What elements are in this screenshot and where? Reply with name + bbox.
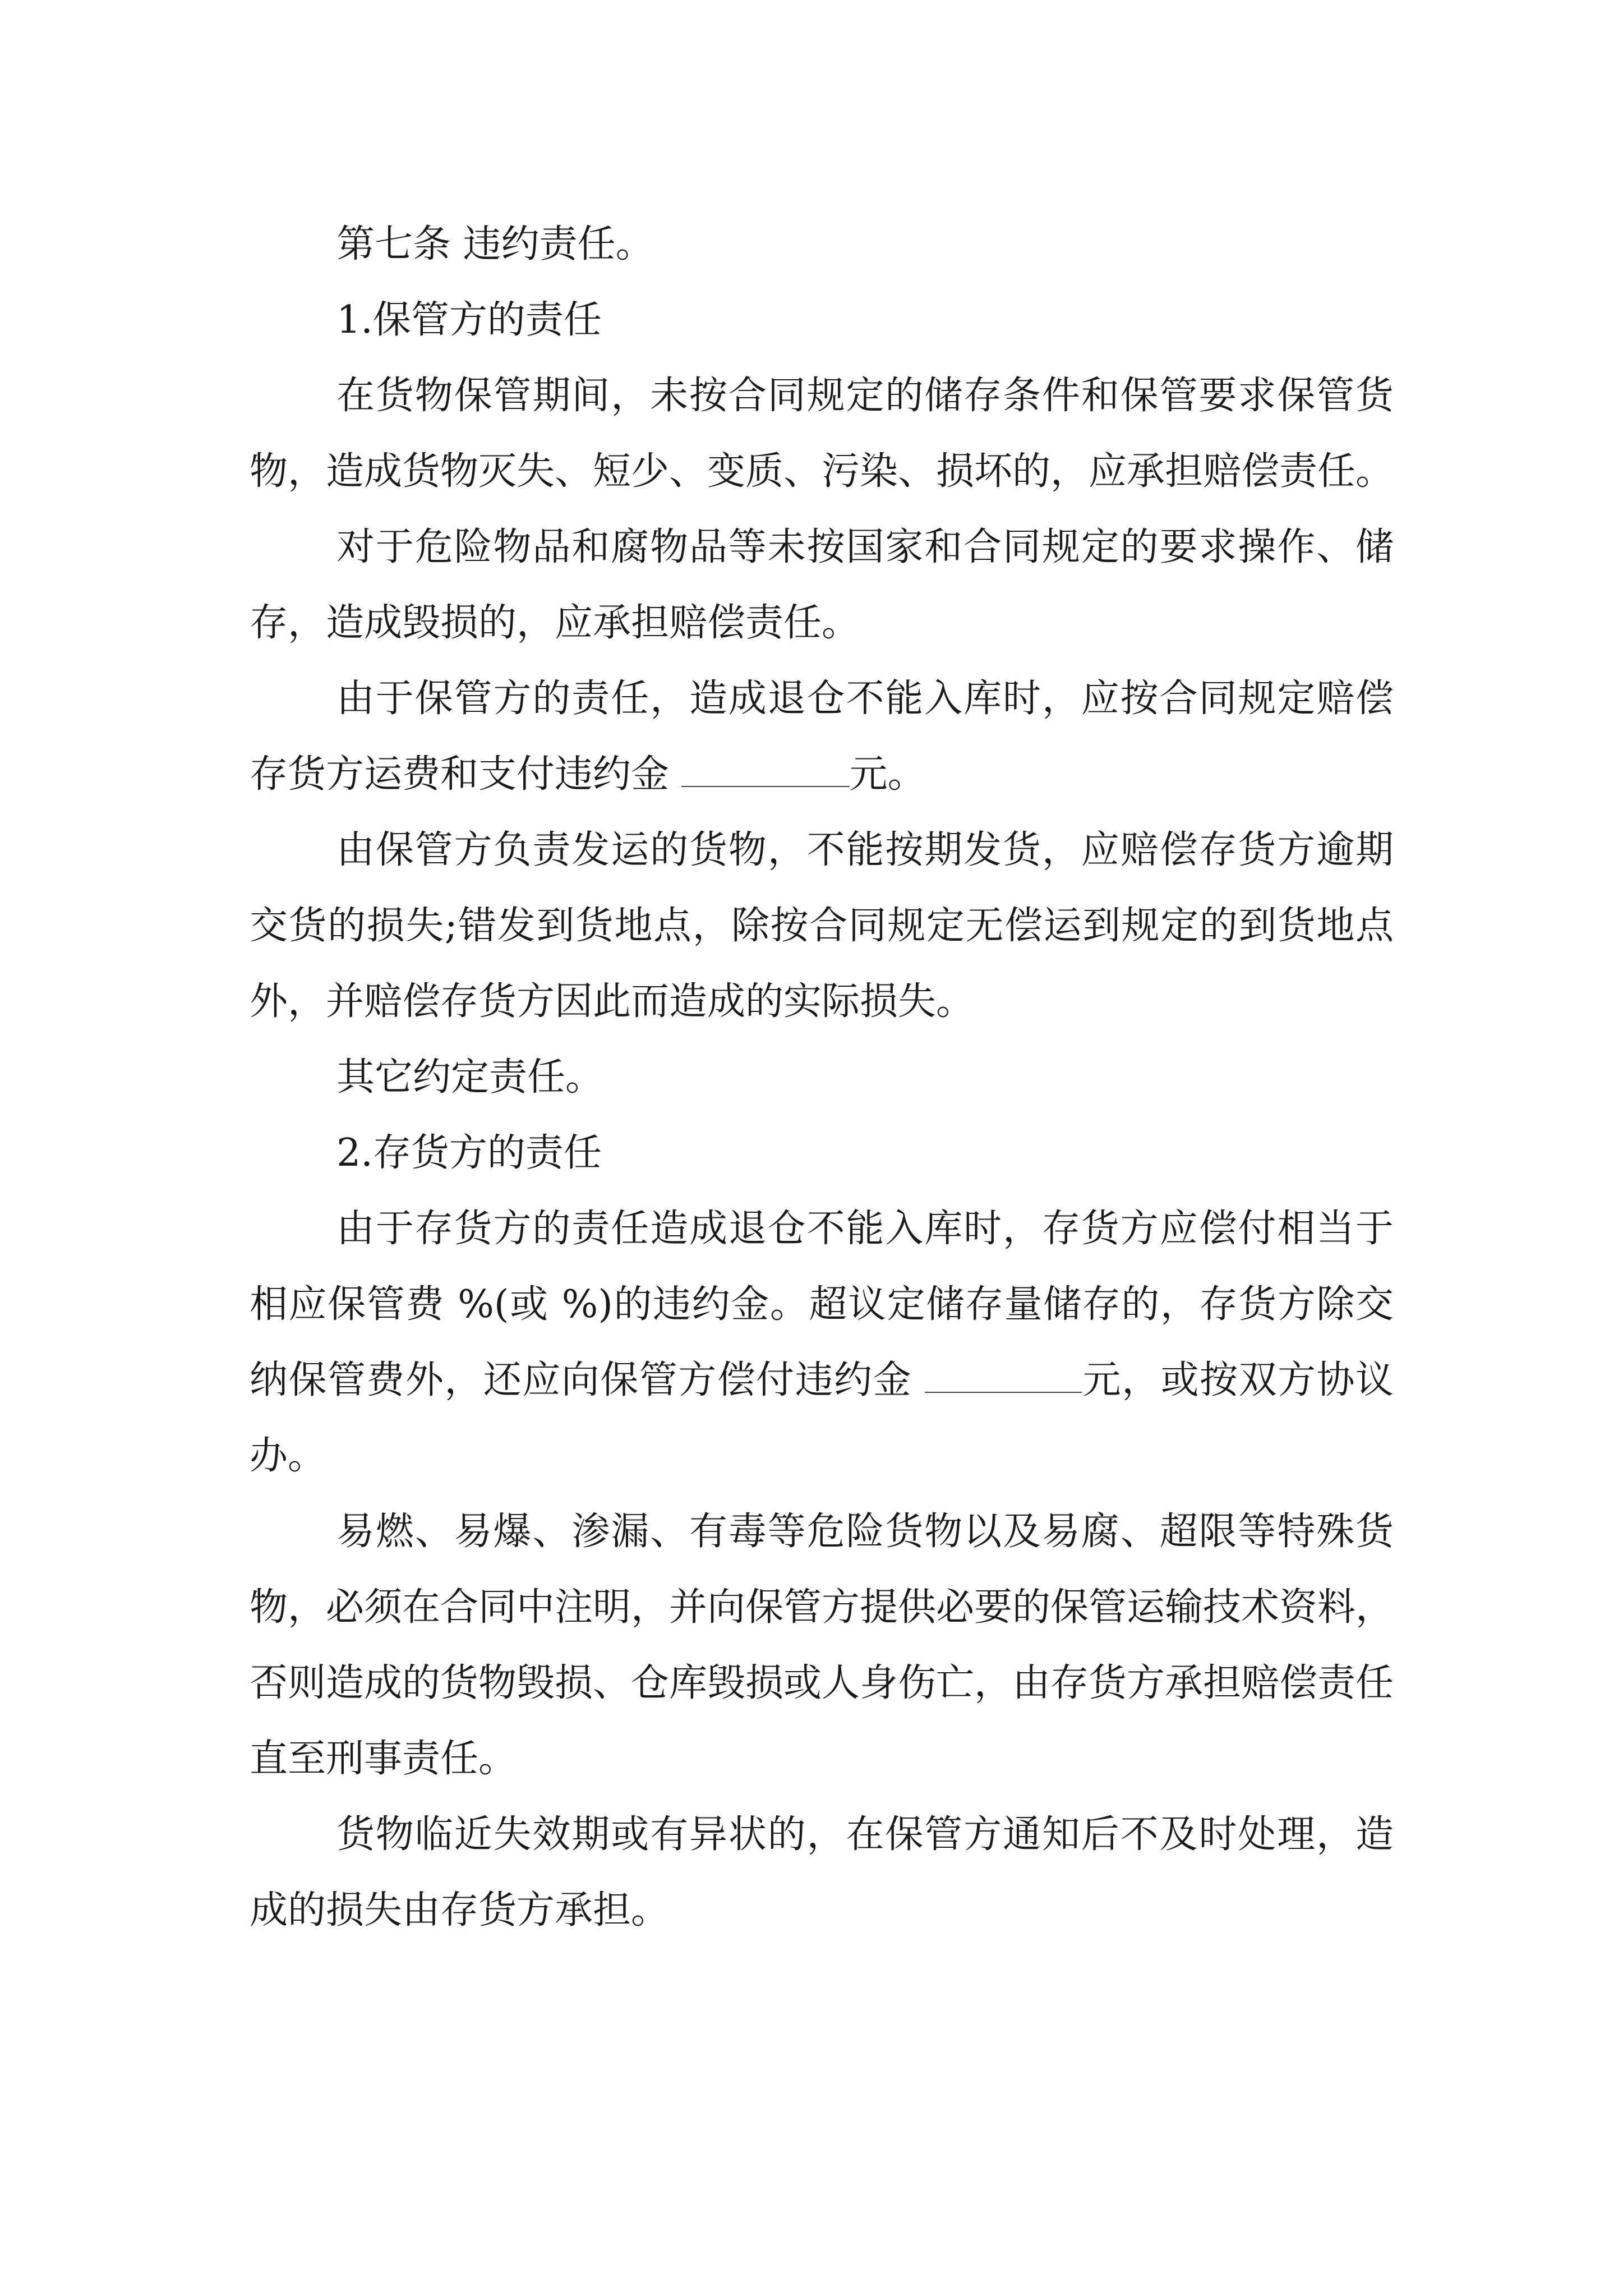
paragraph-7: 易燃、易爆、渗漏、有毒等危险货物以及易腐、超限等特殊货物，必须在合同中注明，并向保管方提供必要的保管运输技术资料，否则造成的货物毁损、仓库毁损或人身伤亡，由存货方承担赔偿责任直至刑事责任。 <box>250 1510 1394 1781</box>
article-title: 第七条 违约责任。 <box>336 222 654 266</box>
paragraph-3 <box>250 661 1394 812</box>
paragraph-6-text: 由于存货方的责任造成退仓不能入库时，存货方应偿付相当于相应保管费 %(或 %)的违约金。超议定储存量储存的，存货方除交纳保管费外，还应向保管方偿付违约金 <box>250 1207 1394 1402</box>
section-2-title: 2.存货方的责任 <box>336 1131 602 1175</box>
paragraph-5: 其它约定责任。 <box>336 1055 604 1099</box>
paragraph-6 <box>250 1191 1394 1494</box>
amount-blank-2 <box>925 1359 1082 1393</box>
paragraph-1: 在货物保管期间，未按合同规定的储存条件和保管要求保管货物，造成货物灭失、短少、变质、污染、损坏的，应承担赔偿责任。 <box>250 374 1394 494</box>
paragraph-4: 由保管方负责发运的货物，不能按期发货，应赔偿存货方逾期交货的损失;错发到货地点，除按合同规定无偿运到规定的到货地点外，并赔偿存货方因此而造成的实际损失。 <box>250 828 1394 1024</box>
paragraph-3-text: 由于保管方的责任，造成退仓不能入库时，应按合同规定赔偿存货方运费和支付违约金 <box>250 677 1394 797</box>
paragraph-6-tail: 元，或按双方协议办。 <box>250 1358 1394 1478</box>
paragraph-2: 对于危险物品和腐物品等未按国家和合同规定的要求操作、储存，造成毁损的，应承担赔偿责任。 <box>250 525 1394 645</box>
paragraph-8: 货物临近失效期或有异状的，在保管方通知后不及时处理，造成的损失由存货方承担。 <box>250 1812 1394 1932</box>
document-page <box>250 206 1394 1948</box>
paragraph-3-unit: 元。 <box>849 752 926 797</box>
amount-blank-1 <box>681 753 850 787</box>
section-1-title: 1.保管方的责任 <box>336 298 602 342</box>
